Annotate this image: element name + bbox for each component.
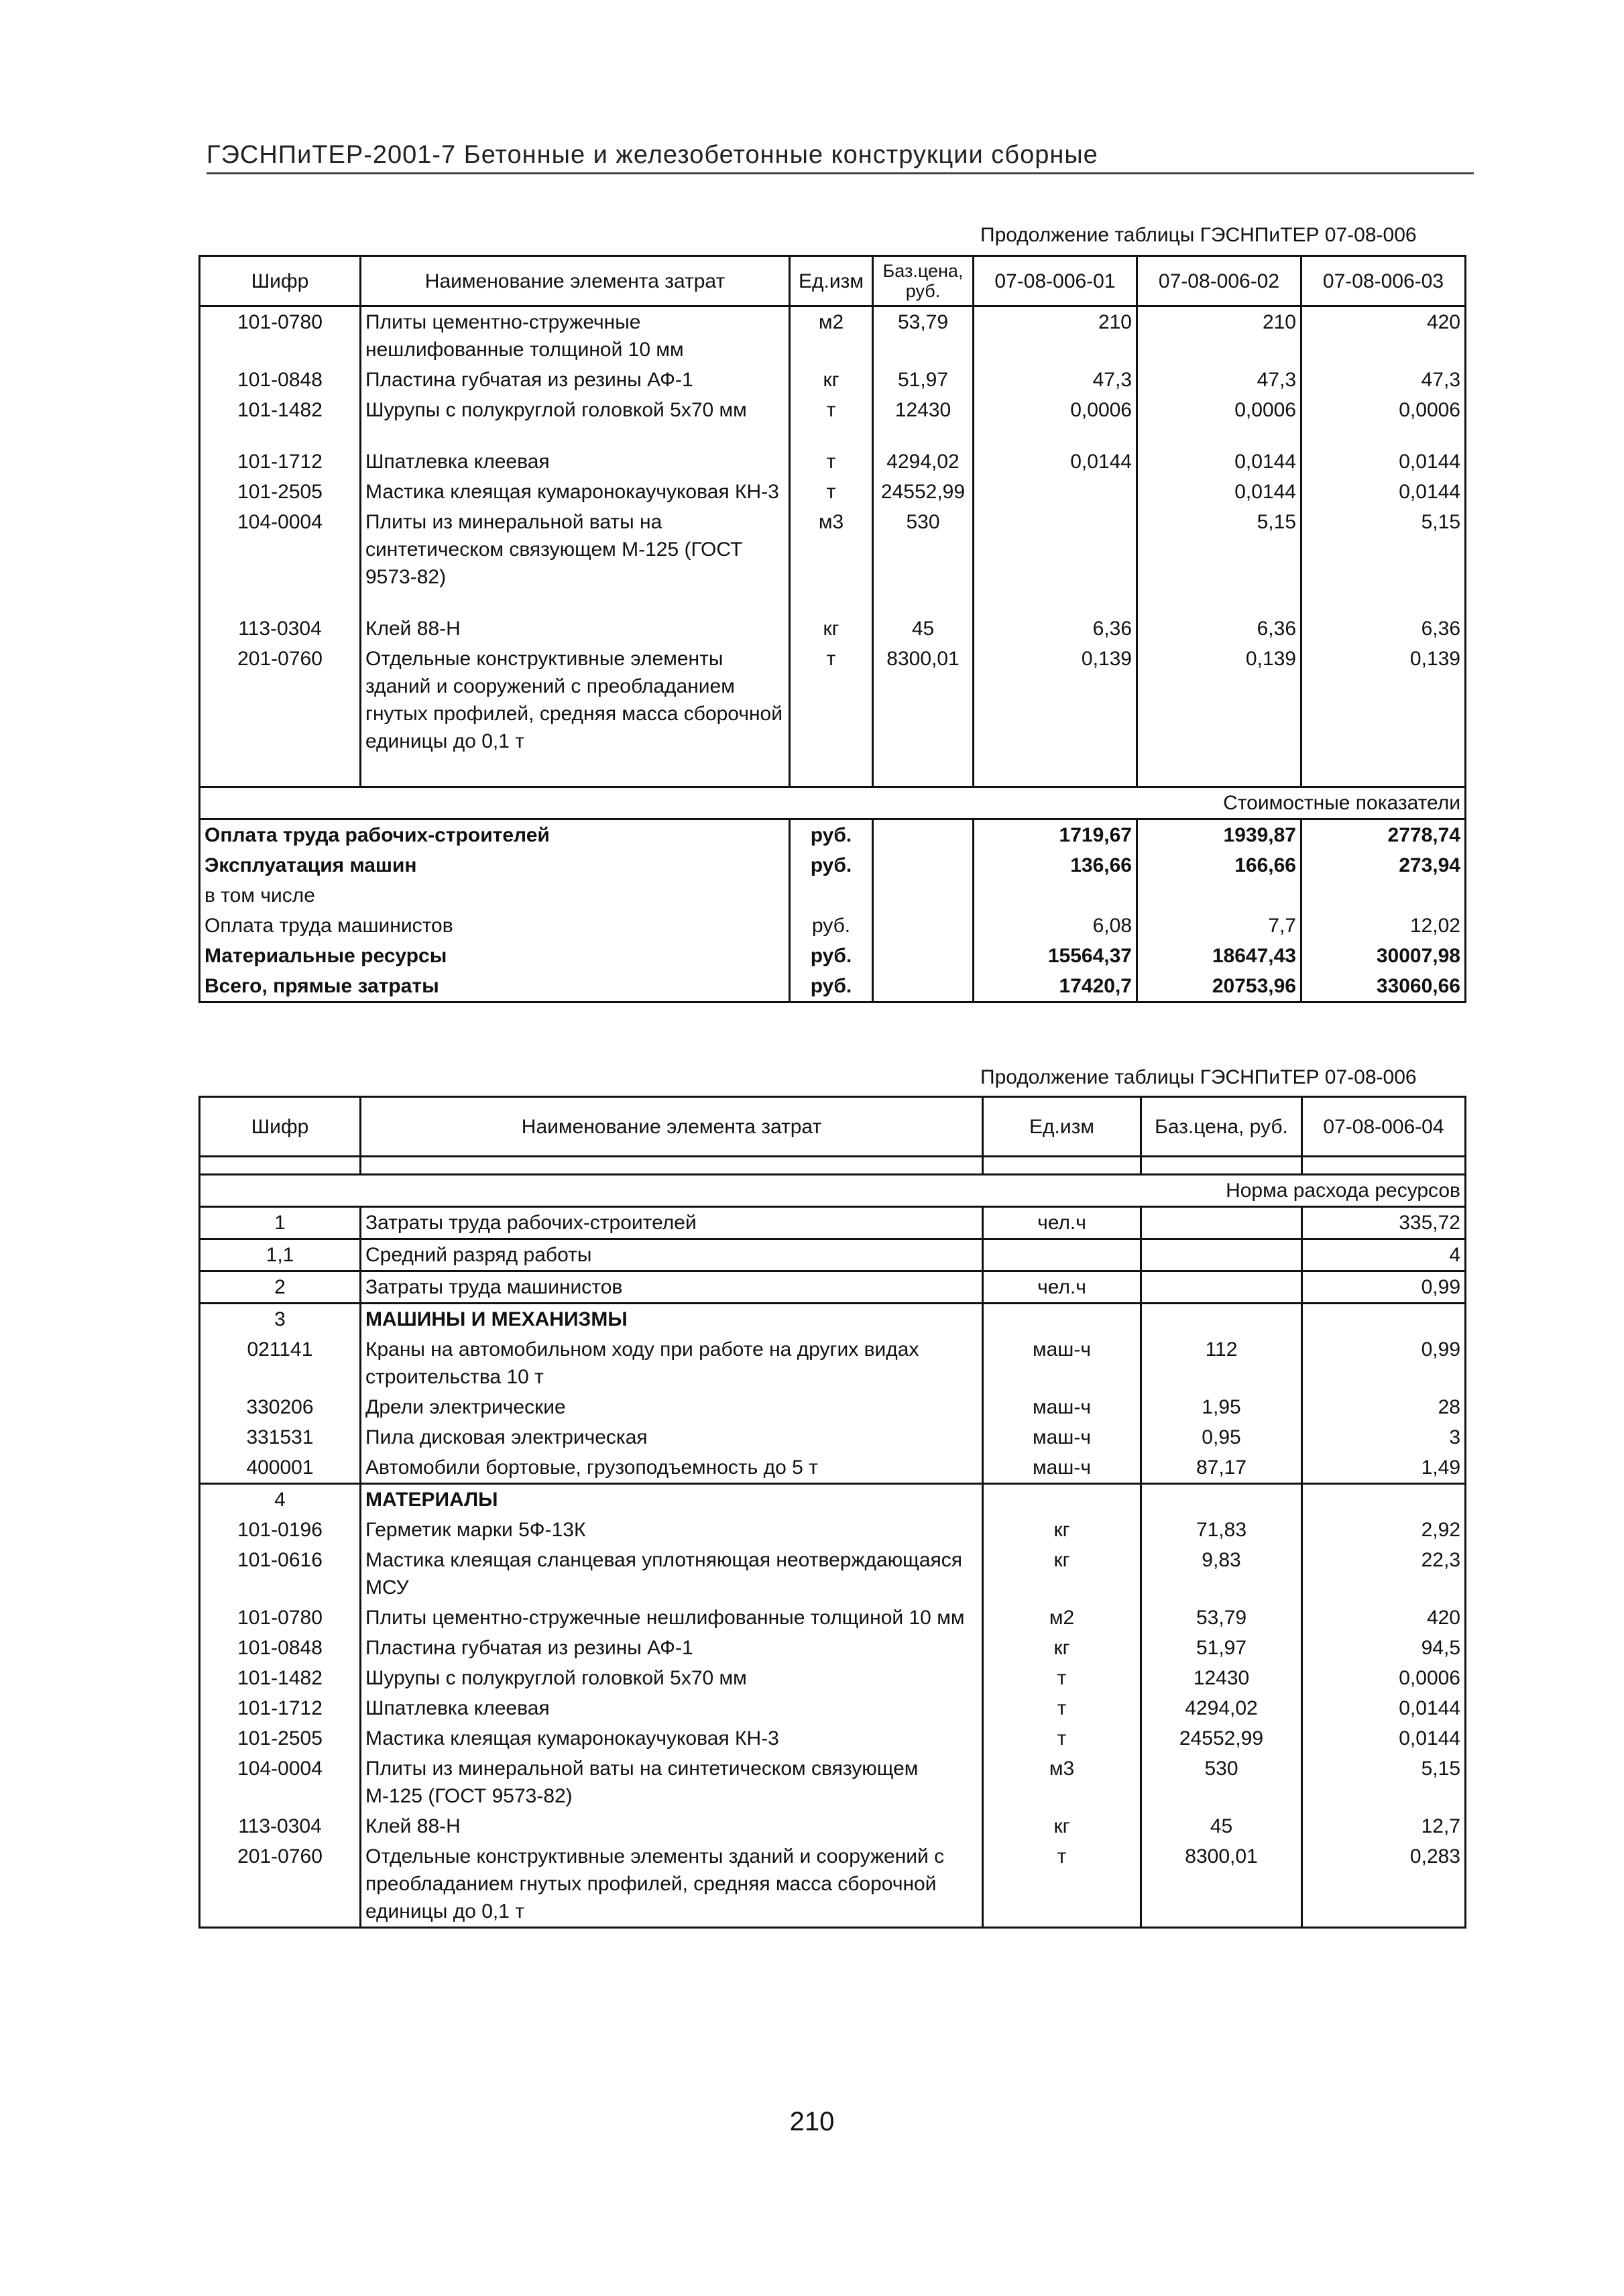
base-price: 45 xyxy=(873,592,974,644)
table-row xyxy=(200,1811,1466,1841)
summary-price-empty xyxy=(873,819,974,851)
base-price: 1,95 xyxy=(1141,1392,1302,1422)
summary-07-08-006-01: 17420,7 xyxy=(974,971,1137,1002)
resource-unit: кг xyxy=(790,365,873,395)
resource-code: 400001 xyxy=(200,1452,361,1484)
base-price: 4294,02 xyxy=(873,425,974,477)
base-price: 53,79 xyxy=(873,306,974,365)
base-price xyxy=(1141,1304,1302,1335)
norm-07-08-006-01: 210 xyxy=(974,306,1137,365)
summary-unit xyxy=(790,880,873,911)
norm-07-08-006-01: 0,139 xyxy=(974,644,1137,756)
resource-name: Затраты труда машинистов xyxy=(361,1271,983,1304)
norm-07-08-006-01: 6,36 xyxy=(974,592,1137,644)
resource-code: 101-0848 xyxy=(200,365,361,395)
base-price: 9,83 xyxy=(1141,1545,1302,1603)
resource-unit: т xyxy=(790,395,873,425)
norm-07-08-006-03: 0,0144 xyxy=(1301,425,1466,477)
norm-07-08-006-04: 420 xyxy=(1302,1603,1466,1633)
table-row xyxy=(200,477,1466,507)
resource-code: 101-1482 xyxy=(200,395,361,425)
resource-name: Отдельные конструктивные элементы зданий и сооружений с преобладанием гнутых профилей, средняя масса сборочной единицы до 0,1 т xyxy=(361,644,790,756)
norm-07-08-006-04: 5,15 xyxy=(1302,1754,1466,1811)
summary-07-08-006-02: 166,66 xyxy=(1137,850,1301,880)
summary-07-08-006-02: 7,7 xyxy=(1137,911,1301,941)
table-row xyxy=(200,1754,1466,1811)
resource-name: Плиты из минеральной ваты на синтетическом связующем М-125 (ГОСТ 9573-82) xyxy=(361,1754,983,1811)
norm-07-08-006-04: 3 xyxy=(1302,1422,1466,1452)
resource-unit xyxy=(983,1239,1141,1271)
resource-unit: маш-ч xyxy=(983,1422,1141,1452)
table-row xyxy=(200,1271,1466,1304)
base-price: 12430 xyxy=(1141,1663,1302,1693)
section-band xyxy=(200,787,1466,819)
resource-code: 101-1712 xyxy=(200,425,361,477)
summary-price-empty xyxy=(873,880,974,911)
norm-07-08-006-01: 0,0144 xyxy=(974,425,1137,477)
resource-unit: т xyxy=(983,1663,1141,1693)
resource-name: Краны на автомобильном ходу при работе на других видах строительства 10 т xyxy=(361,1334,983,1392)
base-price: 0,95 xyxy=(1141,1422,1302,1452)
resource-name: Средний разряд работы xyxy=(361,1239,983,1271)
summary-unit: руб. xyxy=(790,819,873,851)
norm-07-08-006-04 xyxy=(1302,1304,1466,1335)
table-row xyxy=(200,1304,1466,1335)
summary-name: Материальные ресурсы xyxy=(200,941,790,971)
table-row xyxy=(200,1334,1466,1392)
resource-unit: м3 xyxy=(790,507,873,592)
spacer-cell xyxy=(974,756,1137,787)
col-unit-header: Ед.изм xyxy=(983,1097,1141,1157)
resource-name: Пила дисковая электрическая xyxy=(361,1422,983,1452)
norm-07-08-006-04: 94,5 xyxy=(1302,1633,1466,1663)
table-row xyxy=(200,395,1466,425)
norm-07-08-006-03: 6,36 xyxy=(1301,592,1466,644)
norm-07-08-006-04: 0,99 xyxy=(1302,1271,1466,1304)
summary-07-08-006-01: 1719,67 xyxy=(974,819,1137,851)
base-price: 112 xyxy=(1141,1334,1302,1392)
col-code-header: Шифр xyxy=(200,1097,361,1157)
norm-07-08-006-02: 210 xyxy=(1137,306,1301,365)
resource-code: 101-0848 xyxy=(200,1633,361,1663)
summary-row xyxy=(200,850,1466,880)
base-price: 51,97 xyxy=(1141,1633,1302,1663)
summary-unit: руб. xyxy=(790,911,873,941)
summary-name: Эксплуатация машин xyxy=(200,850,790,880)
resource-unit: т xyxy=(790,425,873,477)
base-price: 51,97 xyxy=(873,365,974,395)
resource-code: 1,1 xyxy=(200,1239,361,1271)
table-row xyxy=(200,1723,1466,1754)
resource-unit: м2 xyxy=(790,306,873,365)
norm-07-08-006-01: 47,3 xyxy=(974,365,1137,395)
table-row xyxy=(200,1452,1466,1484)
summary-07-08-006-02: 1939,87 xyxy=(1137,819,1301,851)
table-row xyxy=(200,1693,1466,1723)
norm-07-08-006-03: 0,139 xyxy=(1301,644,1466,756)
summary-row xyxy=(200,941,1466,971)
base-price xyxy=(1141,1207,1302,1239)
table-row xyxy=(200,365,1466,395)
spacer-row xyxy=(200,1157,1466,1175)
summary-price-empty xyxy=(873,911,974,941)
norm-07-08-006-02: 0,139 xyxy=(1137,644,1301,756)
summary-07-08-006-01 xyxy=(974,880,1137,911)
norm-07-08-006-03: 420 xyxy=(1301,306,1466,365)
norm-07-08-006-04: 0,0144 xyxy=(1302,1723,1466,1754)
resource-unit: чел.ч xyxy=(983,1207,1141,1239)
norm-07-08-006-02: 0,0006 xyxy=(1137,395,1301,425)
resource-unit xyxy=(983,1304,1141,1335)
resource-unit: т xyxy=(983,1693,1141,1723)
summary-name: Оплата труда рабочих-строителей xyxy=(200,819,790,851)
resource-name: Клей 88-Н xyxy=(361,1811,983,1841)
resource-name: Плиты цементно-стружечные нешлифованные толщиной 10 мм xyxy=(361,306,790,365)
summary-row xyxy=(200,911,1466,941)
resource-name: Затраты труда рабочих-строителей xyxy=(361,1207,983,1239)
base-price: 8300,01 xyxy=(873,644,974,756)
col-price-header: Баз.цена, руб. xyxy=(873,256,974,306)
resource-name: Шпатлевка клеевая xyxy=(361,1693,983,1723)
spacer-cell xyxy=(200,1157,361,1175)
spacer-cell xyxy=(873,756,974,787)
base-price: 24552,99 xyxy=(1141,1723,1302,1754)
spacer-cell xyxy=(1141,1157,1302,1175)
norm-07-08-006-04: 335,72 xyxy=(1302,1207,1466,1239)
spacer-row xyxy=(200,756,1466,787)
summary-07-08-006-03: 12,02 xyxy=(1301,911,1466,941)
summary-07-08-006-03: 2778,74 xyxy=(1301,819,1466,851)
summary-price-empty xyxy=(873,971,974,1002)
norm-07-08-006-03: 5,15 xyxy=(1301,507,1466,592)
col-norm4-header: 07-08-006-04 xyxy=(1302,1097,1466,1157)
summary-unit: руб. xyxy=(790,971,873,1002)
summary-unit: руб. xyxy=(790,941,873,971)
norm-07-08-006-01 xyxy=(974,477,1137,507)
resource-unit xyxy=(983,1484,1141,1515)
table-row xyxy=(200,1603,1466,1633)
resource-name: МАШИНЫ И МЕХАНИЗМЫ xyxy=(361,1304,983,1335)
resource-code: 104-0004 xyxy=(200,507,361,592)
table-row xyxy=(200,1841,1466,1928)
spacer-cell xyxy=(1301,756,1466,787)
table-row xyxy=(200,1633,1466,1663)
resource-code: 021141 xyxy=(200,1334,361,1392)
resource-name: Шпатлевка клеевая xyxy=(361,425,790,477)
table2-caption: Продолжение таблицы ГЭСНПиТЕР 07-08-006 xyxy=(980,1066,1417,1088)
resource-code: 101-0780 xyxy=(200,1603,361,1633)
resource-name: Отдельные конструктивные элементы зданий и сооружений с преобладанием гнутых профилей, средняя масса сборочной единицы до 0,1 т xyxy=(361,1841,983,1928)
base-price: 530 xyxy=(873,507,974,592)
resource-code: 3 xyxy=(200,1304,361,1335)
resource-code: 101-0780 xyxy=(200,306,361,365)
base-price: 45 xyxy=(1141,1811,1302,1841)
summary-07-08-006-02: 20753,96 xyxy=(1137,971,1301,1002)
resource-unit: м2 xyxy=(983,1603,1141,1633)
resource-code: 201-0760 xyxy=(200,1841,361,1928)
resource-unit: маш-ч xyxy=(983,1452,1141,1484)
norm-07-08-006-04: 1,49 xyxy=(1302,1452,1466,1484)
norm-07-08-006-04: 0,0144 xyxy=(1302,1693,1466,1723)
section-band xyxy=(200,1175,1466,1207)
resource-unit: т xyxy=(790,644,873,756)
table1-header-row xyxy=(200,256,1466,306)
base-price: 4294,02 xyxy=(1141,1693,1302,1723)
summary-name: в том числе xyxy=(200,880,790,911)
norm-07-08-006-04: 0,99 xyxy=(1302,1334,1466,1392)
table2-header-row xyxy=(200,1097,1466,1157)
resource-code: 113-0304 xyxy=(200,1811,361,1841)
table-row xyxy=(200,644,1466,756)
resource-unit: кг xyxy=(983,1633,1141,1663)
norm-07-08-006-04 xyxy=(1302,1484,1466,1515)
base-price: 530 xyxy=(1141,1754,1302,1811)
norm-07-08-006-04: 2,92 xyxy=(1302,1515,1466,1545)
resource-code: 101-2505 xyxy=(200,1723,361,1754)
base-price: 12430 xyxy=(873,395,974,425)
base-price: 87,17 xyxy=(1141,1452,1302,1484)
resource-unit: м3 xyxy=(983,1754,1141,1811)
base-price xyxy=(1141,1484,1302,1515)
summary-name: Всего, прямые затраты xyxy=(200,971,790,1002)
base-price xyxy=(1141,1239,1302,1271)
norm-07-08-006-01: 0,0006 xyxy=(974,395,1137,425)
spacer-cell xyxy=(1137,756,1301,787)
band-label: Стоимостные показатели xyxy=(200,787,1466,819)
norm-07-08-006-04: 0,0006 xyxy=(1302,1663,1466,1693)
resource-name: Автомобили бортовые, грузоподъемность до 5 т xyxy=(361,1452,983,1484)
resource-code: 330206 xyxy=(200,1392,361,1422)
base-price: 53,79 xyxy=(1141,1603,1302,1633)
resource-unit: кг xyxy=(790,592,873,644)
table-row xyxy=(200,1239,1466,1271)
summary-07-08-006-03: 273,94 xyxy=(1301,850,1466,880)
norm-07-08-006-02: 0,0144 xyxy=(1137,477,1301,507)
spacer-cell xyxy=(200,756,361,787)
summary-row xyxy=(200,971,1466,1002)
col-name-header: Наименование элемента затрат xyxy=(361,1097,983,1157)
summary-07-08-006-03: 33060,66 xyxy=(1301,971,1466,1002)
table1-caption: Продолжение таблицы ГЭСНПиТЕР 07-08-006 xyxy=(980,224,1417,246)
table-row xyxy=(200,507,1466,592)
resource-code: 101-1482 xyxy=(200,1663,361,1693)
summary-price-empty xyxy=(873,941,974,971)
resource-name: Плиты цементно-стружечные нешлифованные толщиной 10 мм xyxy=(361,1603,983,1633)
summary-07-08-006-01: 15564,37 xyxy=(974,941,1137,971)
band-label: Норма расхода ресурсов xyxy=(200,1175,1466,1207)
summary-name: Оплата труда машинистов xyxy=(200,911,790,941)
resource-code: 1 xyxy=(200,1207,361,1239)
resource-code: 4 xyxy=(200,1484,361,1515)
resource-unit: чел.ч xyxy=(983,1271,1141,1304)
norm-07-08-006-04: 22,3 xyxy=(1302,1545,1466,1603)
table-row xyxy=(200,1422,1466,1452)
table-row xyxy=(200,1207,1466,1239)
resource-name: Мастика клеящая кумаронокаучуковая КН-3 xyxy=(361,1723,983,1754)
resource-code: 101-1712 xyxy=(200,1693,361,1723)
summary-price-empty xyxy=(873,850,974,880)
table-row xyxy=(200,1484,1466,1515)
summary-row xyxy=(200,880,1466,911)
col-name-header: Наименование элемента затрат xyxy=(361,256,790,306)
spacer-cell xyxy=(790,756,873,787)
base-price xyxy=(1141,1271,1302,1304)
spacer-cell xyxy=(361,1157,983,1175)
summary-row xyxy=(200,819,1466,851)
resource-unit: маш-ч xyxy=(983,1334,1141,1392)
resource-name: Мастика клеящая кумаронокаучуковая КН-3 xyxy=(361,477,790,507)
summary-07-08-006-03: 30007,98 xyxy=(1301,941,1466,971)
col-unit-header: Ед.изм xyxy=(790,256,873,306)
table-row xyxy=(200,1663,1466,1693)
table-row xyxy=(200,425,1466,477)
summary-07-08-006-01: 6,08 xyxy=(974,911,1137,941)
norm-07-08-006-04: 4 xyxy=(1302,1239,1466,1271)
resource-unit: т xyxy=(790,477,873,507)
col-norm3-header: 07-08-006-03 xyxy=(1301,256,1466,306)
resource-code: 2 xyxy=(200,1271,361,1304)
resource-code: 101-0616 xyxy=(200,1545,361,1603)
norm-07-08-006-03: 0,0006 xyxy=(1301,395,1466,425)
spacer-cell xyxy=(1302,1157,1466,1175)
base-price: 8300,01 xyxy=(1141,1841,1302,1928)
resource-code: 101-0196 xyxy=(200,1515,361,1545)
resource-unit: кг xyxy=(983,1545,1141,1603)
table-row xyxy=(200,592,1466,644)
summary-07-08-006-02 xyxy=(1137,880,1301,911)
base-price: 71,83 xyxy=(1141,1515,1302,1545)
spacer-cell xyxy=(361,756,790,787)
resource-unit: т xyxy=(983,1841,1141,1928)
resource-name: Мастика клеящая сланцевая уплотняющая неотверждающаяся МСУ xyxy=(361,1545,983,1603)
resource-name: Пластина губчатая из резины АФ-1 xyxy=(361,1633,983,1663)
resource-name: Клей 88-Н xyxy=(361,592,790,644)
resource-name: Герметик марки 5Ф-13К xyxy=(361,1515,983,1545)
document-header: ГЭСНПиТЕР-2001-7 Бетонные и железобетонные конструкции сборные xyxy=(207,141,1474,174)
resource-name: Плиты из минеральной ваты на синтетическом связующем М-125 (ГОСТ 9573-82) xyxy=(361,507,790,592)
col-norm2-header: 07-08-006-02 xyxy=(1137,256,1301,306)
page-number: 210 xyxy=(789,2107,835,2136)
resource-code: 101-2505 xyxy=(200,477,361,507)
col-norm1-header: 07-08-006-01 xyxy=(974,256,1137,306)
norm-07-08-006-04: 0,283 xyxy=(1302,1841,1466,1928)
resource-code: 201-0760 xyxy=(200,644,361,756)
resource-code: 331531 xyxy=(200,1422,361,1452)
col-code-header: Шифр xyxy=(200,256,361,306)
resource-name: Шурупы с полукруглой головкой 5х70 мм xyxy=(361,1663,983,1693)
cost-table-1 xyxy=(198,255,1466,1003)
norm-07-08-006-02: 0,0144 xyxy=(1137,425,1301,477)
resource-code: 104-0004 xyxy=(200,1754,361,1811)
summary-07-08-006-02: 18647,43 xyxy=(1137,941,1301,971)
table-row xyxy=(200,306,1466,365)
col-price-header: Баз.цена, руб. xyxy=(1141,1097,1302,1157)
resource-name: Шурупы с полукруглой головкой 5х70 мм xyxy=(361,395,790,425)
norm-07-08-006-02: 6,36 xyxy=(1137,592,1301,644)
resource-code: 113-0304 xyxy=(200,592,361,644)
table-row xyxy=(200,1545,1466,1603)
table-row xyxy=(200,1515,1466,1545)
summary-unit: руб. xyxy=(790,850,873,880)
resource-unit: маш-ч xyxy=(983,1392,1141,1422)
base-price: 24552,99 xyxy=(873,477,974,507)
norm-07-08-006-01 xyxy=(974,507,1137,592)
resource-name: Пластина губчатая из резины АФ-1 xyxy=(361,365,790,395)
resource-unit: т xyxy=(983,1723,1141,1754)
norm-07-08-006-04: 28 xyxy=(1302,1392,1466,1422)
summary-07-08-006-03 xyxy=(1301,880,1466,911)
cost-table-2 xyxy=(198,1096,1466,1929)
resource-name: МАТЕРИАЛЫ xyxy=(361,1484,983,1515)
summary-07-08-006-01: 136,66 xyxy=(974,850,1137,880)
resource-name: Дрели электрические xyxy=(361,1392,983,1422)
table-row xyxy=(200,1392,1466,1422)
resource-unit: кг xyxy=(983,1811,1141,1841)
norm-07-08-006-04: 12,7 xyxy=(1302,1811,1466,1841)
spacer-cell xyxy=(983,1157,1141,1175)
norm-07-08-006-03: 47,3 xyxy=(1301,365,1466,395)
norm-07-08-006-03: 0,0144 xyxy=(1301,477,1466,507)
norm-07-08-006-02: 5,15 xyxy=(1137,507,1301,592)
norm-07-08-006-02: 47,3 xyxy=(1137,365,1301,395)
resource-unit: кг xyxy=(983,1515,1141,1545)
